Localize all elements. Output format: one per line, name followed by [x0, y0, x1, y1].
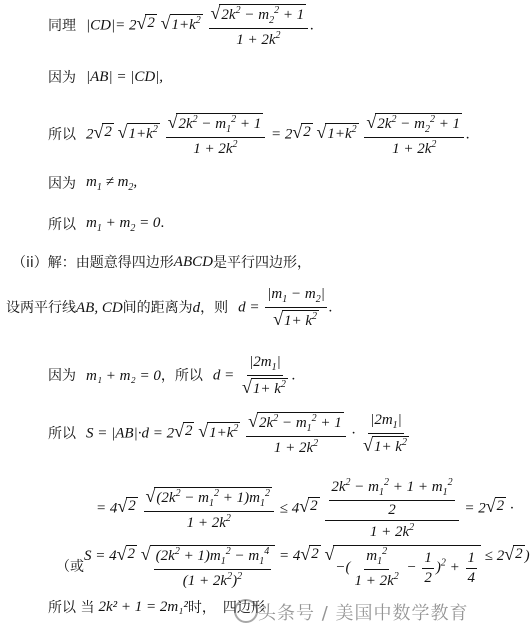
label-11: （或	[56, 559, 84, 575]
label-8: 因为	[48, 368, 76, 384]
line-8	[48, 355, 296, 397]
line-5	[48, 216, 164, 234]
line-12	[48, 600, 265, 615]
line-6	[12, 255, 311, 270]
formula-3: 2 √ 2 √ $1+k^2$ √ $2k^2 - m_1^2 + 1$ $1 + 2k^2$ = 2 √ 2 √ $1+k^2$ √ $2k^2 - m_2^2 + 1$ $1 + 2k^2$ .	[86, 112, 470, 157]
tail-7: ，则	[200, 300, 229, 316]
formula-7a: AB, CD	[76, 299, 123, 316]
line-10	[96, 478, 514, 540]
label-5: 所以	[48, 217, 76, 233]
watermark-text: 头条号 / 美国中数学教育	[258, 603, 469, 624]
formula-6: ABCD	[173, 254, 213, 270]
sun-logo-icon	[234, 599, 258, 623]
label-12: 所以 当	[48, 599, 95, 616]
formula-1: |CD|= 2 √ 2 √ $1+k^2$ √ $2k^2 - m_2^2 + 1$ $1 + 2k^2$ .	[86, 3, 314, 48]
label-7: 设两平行线	[6, 300, 76, 316]
formula-11: S = 4 √ 2 √ $\frac{(2k^2 + 1)m_1^2 - m_1^4}{(1 + 2k^2)^2}$ = 4 √ 2 √ −( $\frac{m_1^2}{1 + 2k^2}$ − $\frac{1}{2}$ )$^2$ + $\frac{1}{4}$ ≤ 2 √ 2 )	[84, 544, 530, 589]
label-1: 同理	[48, 18, 76, 34]
line-2	[48, 70, 163, 85]
formula-8b: d = $|2m_1|$ √ $1+ k^2$ .	[212, 354, 296, 397]
formula-4: $m_1 \ne m_2$,	[86, 174, 138, 193]
formula-7c: d = $|m_1 - m_2|$ √ $1+ k^2$ .	[238, 286, 333, 329]
line-11	[56, 545, 530, 589]
label-2: 因为	[48, 69, 76, 86]
label-3: 所以	[48, 127, 76, 143]
label-4: 因为	[48, 176, 76, 192]
formula-12: 2k² + 1 = 2m₁²	[98, 599, 188, 615]
line-9	[48, 412, 413, 456]
label-9: 所以	[48, 426, 76, 442]
formula-5: $m_1 + m_2 = 0$.	[86, 215, 165, 234]
line-1	[48, 4, 314, 48]
label-6: （ii）解：由题意得四边形	[12, 254, 174, 271]
tail-12: 时， 四边形	[187, 599, 265, 616]
line-7	[6, 287, 333, 329]
formula-7b: d	[192, 299, 201, 316]
tail-6: 是平行四边形，	[212, 254, 311, 271]
mid-7: 间的距离为	[122, 300, 193, 316]
line-3	[48, 113, 470, 157]
line-4	[48, 175, 137, 193]
tail-8: ，所以	[160, 368, 203, 384]
formula-2: |AB| = |CD|,	[86, 69, 164, 85]
formula-10: = 4 √ 2 √ $(2k^2 - m_1^2 + 1)m_1^2$ $1 + 2k^2$ ≤ 4 √ 2 $\frac{\frac{2k^2 - m_1^2 + 1 + m_1^2}{2}}{1 + 2k^2}$ = 2 √ 2 ·	[96, 477, 514, 540]
formula-9: S = |AB|·d = 2 √ 2 √ $1+k^2$ √ $2k^2 - m_1^2 + 1$ $1 + 2k^2$ · $|2m_1|$ √ $1+ k^2$	[86, 411, 407, 456]
formula-8a: m₁ + m₂ = 0	[86, 367, 161, 384]
